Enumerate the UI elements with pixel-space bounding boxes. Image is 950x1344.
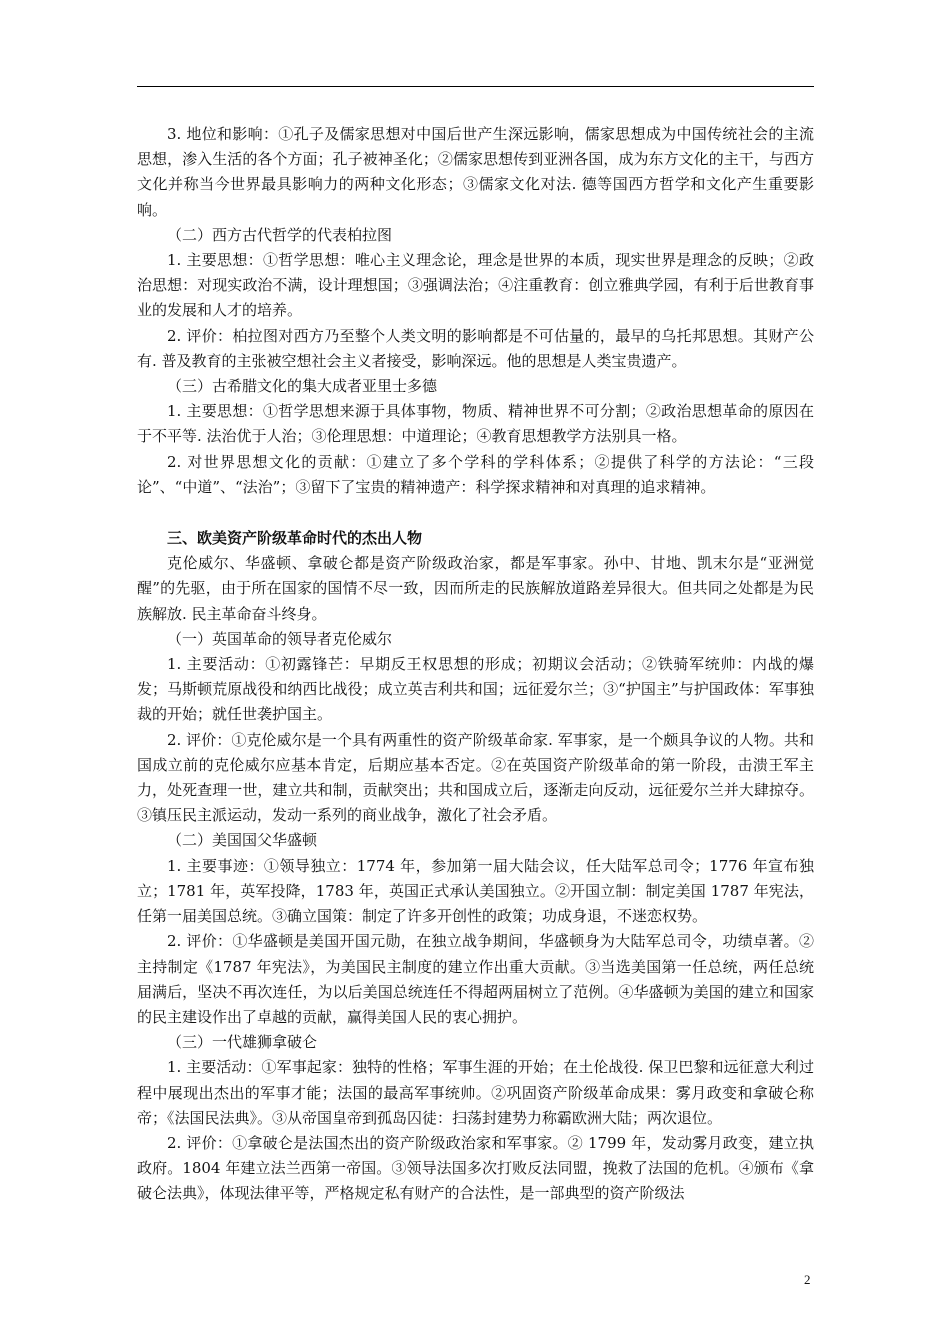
paragraph: 1. 主要思想：①哲学思想：唯心主义理念论，理念是世界的本质，现实世界是理念的反映；②政治思想：对现实政治不满，设计理想国；③强调法治；④注重教育：创立雅典学园，有利于后世教育事业的发展和人才的培养。	[137, 251, 814, 320]
paragraph: 2. 评价：柏拉图对西方乃至整个人类文明的影响都是不可估量的，最早的乌托邦思想。其财产公有. 普及教育的主张被空想社会主义者接受，影响深远。他的思想是人类宝贵遗产。	[137, 326, 814, 370]
subsection-heading: （三）古希腊文化的集大成者亚里士多德	[167, 377, 438, 396]
paragraph: 2. 评价：①拿破仑是法国杰出的资产阶级政治家和军事家。② 1799 年，发动雾月政变，建立执政府。1804 年建立法兰西第一帝国。③领导法国多次打败反法同盟，挽救了法国的危机。④颁布《拿破仑法典》，体现法律平等，严格规定私有财产的合法性，是一部典型的资产阶级法	[137, 1133, 814, 1203]
paragraph: 1. 主要思想：①哲学思想来源于具体事物，物质、精神世界不可分割；②政治思想革命的原因在于不平等. 法治优于人治；③伦理思想：中道理论；④教育思想教学方法别具一格。	[137, 402, 814, 446]
subsection-heading: （三）一代雄狮拿破仑	[167, 1033, 318, 1052]
paragraph: 2. 评价：①华盛顿是美国开国元勋，在独立战争期间，华盛顿身为大陆军总司令，功绩卓著。②主持制定《1787 年宪法》，为美国民主制度的建立作出重大贡献。③当选美国第一任总统，两任总统届满后，坚决不再次连任，为以后美国总统连任不得超两届树立了范例。④华盛顿为美国的建立和国家的民主建设作出了卓越的贡献，赢得美国人民的衷心拥护。	[137, 932, 814, 1026]
header-rule	[137, 86, 814, 87]
section-heading: 三、欧美资产阶级革命时代的杰出人物	[167, 529, 423, 548]
subsection-heading: （二）西方古代哲学的代表柏拉图	[167, 225, 393, 244]
page-number: 2	[804, 1272, 811, 1287]
paragraph: 1. 主要活动：①军事起家：独特的性格；军事生涯的开始；在土伦战役. 保卫巴黎和远征意大利过程中展现出杰出的军事才能；法国的最高军事统帅。②巩固资产阶级革命成果：雾月政变和拿破仑称帝；《法国民法典》。③从帝国皇帝到孤岛囚徒：扫荡封建势力称霸欧洲大陆；两次退位。	[137, 1058, 814, 1127]
paragraph: 2. 评价：①克伦威尔是一个具有两重性的资产阶级革命家. 军事家，是一个颇具争议的人物。共和国成立前的克伦威尔应基本肯定，后期应基本否定。②在英国资产阶级革命的第一阶段，击溃王军主力，处死查理一世，建立共和制，贡献突出；共和国成立后，逐渐走向反动，远征爱尔兰并大肆掠夺。③镇压民主派运动，发动一系列的商业战争，激化了社会矛盾。	[137, 730, 814, 825]
paragraph: 克伦威尔、华盛顿、拿破仑都是资产阶级政治家，都是军事家。孙中、甘地、凯末尔是“亚洲觉醒”的先驱，由于所在国家的国情不尽一致，因而所走的民族解放道路差异很大。但共同之处都是为民族解放. 民主革命奋斗终身。	[137, 554, 814, 623]
subsection-heading: （一）英国革命的领导者克伦威尔	[167, 629, 393, 648]
subsection-heading: （二）美国国父华盛顿	[167, 831, 318, 850]
paragraph: 1. 主要事迹：①领导独立：1774 年，参加第一届大陆会议，任大陆军总司令；1776 年宣布独立；1781 年，英军投降，1783 年，英国正式承认美国独立。②开国立制：制定美国 1787 年宪法，任第一届美国总统。③确立国策：制定了许多开创性的政策；功成身退，不迷恋权势。	[137, 856, 814, 926]
paragraph: 3. 地位和影响：①孔子及儒家思想对中国后世产生深远影响，儒家思想成为中国传统社会的主流思想，渗入生活的各个方面；孔子被神圣化；②儒家思想传到亚洲各国，成为东方文化的主干，与西方文化并称当今世界最具影响力的两种文化形态；③儒家文化对法. 德等国西方哲学和文化产生重要影响。	[137, 125, 814, 219]
document-body	[137, 122, 814, 1207]
paragraph: 2. 对世界思想文化的贡献：①建立了多个学科的学科体系；②提供了科学的方法论：“三段论”、“中道”、“法治”；③留下了宝贵的精神遗产：科学探求精神和对真理的追求精神。	[137, 452, 814, 496]
paragraph: 1. 主要活动：①初露锋芒：早期反王权思想的形成；初期议会活动；②铁骑军统帅：内战的爆发；马斯顿荒原战役和纳西比战役；成立英吉利共和国；远征爱尔兰；③“护国主”与护国政体：军事独裁的开始；就任世袭护国主。	[137, 655, 814, 724]
